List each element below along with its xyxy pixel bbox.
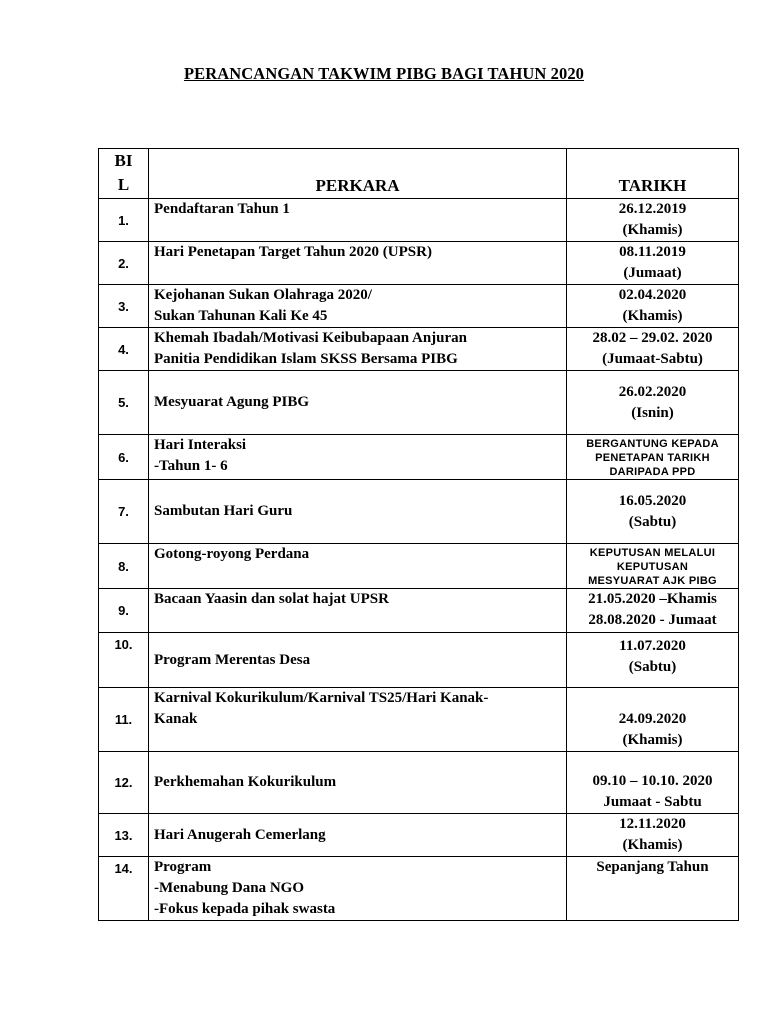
header-bil-line1: BI bbox=[114, 151, 133, 170]
row-tarikh: 24.09.2020 (Khamis) bbox=[567, 688, 739, 752]
row-number: 14. bbox=[99, 857, 149, 921]
table-row bbox=[99, 688, 739, 752]
row-tarikh: 08.11.2019 (Jumaat) bbox=[567, 242, 739, 285]
table-row bbox=[99, 328, 739, 371]
row-perkara: Sambutan Hari Guru bbox=[149, 480, 567, 544]
row-number: 6. bbox=[99, 435, 149, 480]
row-tarikh: BERGANTUNG KEPADA PENETAPAN TARIKH DARIPADA PPD bbox=[567, 435, 739, 480]
header-perkara-label: PERKARA bbox=[315, 176, 400, 195]
document-title: PERANCANGAN TAKWIM PIBG BAGI TAHUN 2020 bbox=[183, 64, 585, 83]
header-bil-line2: L bbox=[117, 175, 130, 194]
row-tarikh: Sepanjang Tahun bbox=[567, 857, 739, 921]
row-number: 11. bbox=[99, 688, 149, 752]
row-perkara: Gotong-royong Perdana bbox=[149, 544, 567, 589]
header-bil bbox=[99, 149, 149, 199]
row-number: 3. bbox=[99, 285, 149, 328]
row-perkara: Perkhemahan Kokurikulum bbox=[149, 752, 567, 814]
row-number: 2. bbox=[99, 242, 149, 285]
row-tarikh: 09.10 – 10.10. 2020 Jumaat - Sabtu bbox=[567, 752, 739, 814]
table-row bbox=[99, 285, 739, 328]
row-number: 9. bbox=[99, 589, 149, 633]
row-perkara: Hari Anugerah Cemerlang bbox=[149, 814, 567, 857]
row-tarikh: 16.05.2020 (Sabtu) bbox=[567, 480, 739, 544]
row-perkara: Hari Interaksi -Tahun 1- 6 bbox=[149, 435, 567, 480]
row-tarikh: 02.04.2020 (Khamis) bbox=[567, 285, 739, 328]
row-perkara: Hari Penetapan Target Tahun 2020 (UPSR) bbox=[149, 242, 567, 285]
row-tarikh: KEPUTUSAN MELALUI KEPUTUSAN MESYUARAT AJK PIBG bbox=[567, 544, 739, 589]
table-row bbox=[99, 589, 739, 633]
row-perkara: Bacaan Yaasin dan solat hajat UPSR bbox=[149, 589, 567, 633]
table-row bbox=[99, 371, 739, 435]
row-perkara: Kejohanan Sukan Olahraga 2020/ Sukan Tahunan Kali Ke 45 bbox=[149, 285, 567, 328]
row-number: 10. bbox=[99, 633, 149, 688]
row-number: 4. bbox=[99, 328, 149, 371]
table-row bbox=[99, 480, 739, 544]
table-row bbox=[99, 242, 739, 285]
row-tarikh: 12.11.2020 (Khamis) bbox=[567, 814, 739, 857]
table-row bbox=[99, 435, 739, 480]
table-row bbox=[99, 199, 739, 242]
row-number: 1. bbox=[99, 199, 149, 242]
row-number: 8. bbox=[99, 544, 149, 589]
header-perkara bbox=[149, 149, 567, 199]
row-perkara: Program -Menabung Dana NGO -Fokus kepada pihak swasta bbox=[149, 857, 567, 921]
row-number: 12. bbox=[99, 752, 149, 814]
row-perkara: Khemah Ibadah/Motivasi Keibubapaan Anjuran Panitia Pendidikan Islam SKSS Bersama PIBG bbox=[149, 328, 567, 371]
table-row bbox=[99, 752, 739, 814]
row-number: 13. bbox=[99, 814, 149, 857]
row-number: 7. bbox=[99, 480, 149, 544]
row-perkara: Karnival Kokurikulum/Karnival TS25/Hari Kanak- Kanak bbox=[149, 688, 567, 752]
header-tarikh bbox=[567, 149, 739, 199]
row-tarikh: 26.02.2020 (Isnin) bbox=[567, 371, 739, 435]
table-header-row bbox=[99, 149, 739, 199]
header-tarikh-label: TARIKH bbox=[618, 176, 687, 195]
table-row bbox=[99, 633, 739, 688]
table-row bbox=[99, 857, 739, 921]
row-tarikh: 28.02 – 29.02. 2020 (Jumaat-Sabtu) bbox=[567, 328, 739, 371]
row-number: 5. bbox=[99, 371, 149, 435]
row-perkara: Pendaftaran Tahun 1 bbox=[149, 199, 567, 242]
row-perkara: Program Merentas Desa bbox=[149, 633, 567, 688]
row-tarikh: 11.07.2020 (Sabtu) bbox=[567, 633, 739, 688]
row-tarikh: 21.05.2020 –Khamis 28.08.2020 - Jumaat bbox=[567, 589, 739, 633]
row-perkara: Mesyuarat Agung PIBG bbox=[149, 371, 567, 435]
calendar-table bbox=[98, 148, 739, 921]
row-tarikh: 26.12.2019 (Khamis) bbox=[567, 199, 739, 242]
table-row bbox=[99, 814, 739, 857]
table-row bbox=[99, 544, 739, 589]
